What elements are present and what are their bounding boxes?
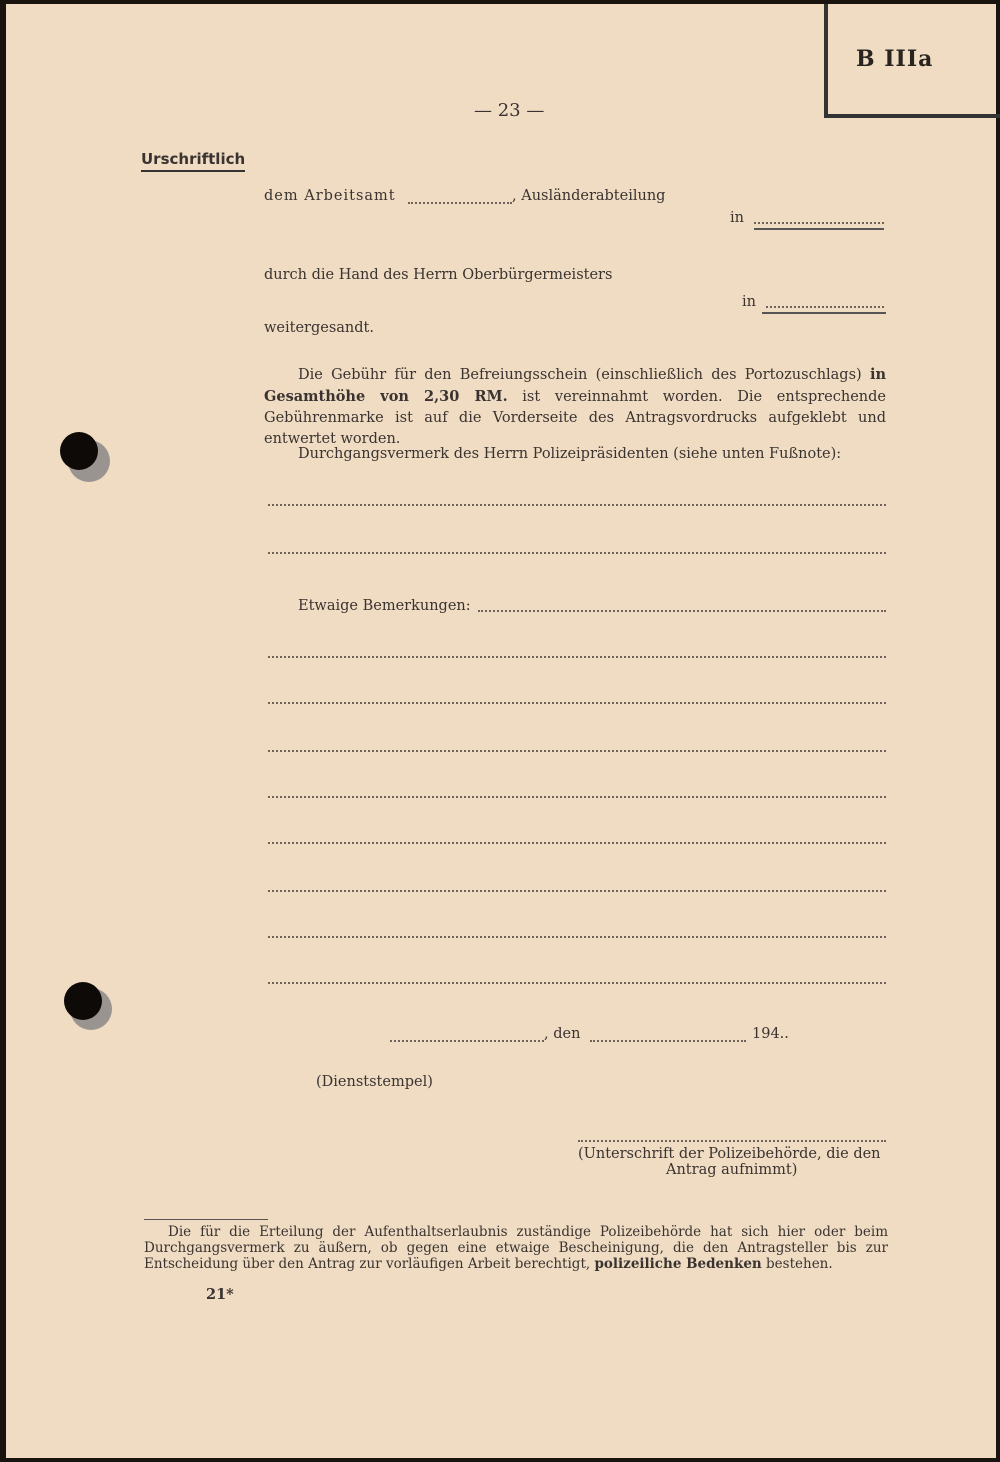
signature-label-2: Antrag aufnimmt) — [666, 1162, 798, 1178]
bemerkungen-line-0 — [478, 610, 886, 612]
footnote-text-2: bestehen. — [761, 1256, 833, 1272]
in-underline-1 — [754, 228, 884, 230]
punch-hole-top — [60, 432, 98, 470]
footnote-text-bold: polizeiliche Bedenken — [594, 1256, 762, 1272]
bemerkungen-line-6 — [268, 890, 886, 892]
corner-tag: B IIIa — [856, 46, 934, 72]
place-field — [390, 1040, 544, 1042]
sheet-mark: 21* — [206, 1286, 234, 1303]
footnote — [144, 1224, 888, 1272]
fee-text-bold: in Gesamthöhe von 2,30 RM. — [264, 366, 886, 405]
durchgang-line-1 — [268, 504, 886, 506]
fee-text-2: ist vereinnahmt worden. Die entsprechende Gebührenmarke ist auf die Vorderseite des Antragsvordrucks aufgeklebt und entwertet worden. — [264, 389, 886, 447]
durchgang-line-2 — [268, 552, 886, 554]
bemerkungen-line-2 — [268, 702, 886, 704]
bemerkungen-line-5 — [268, 842, 886, 844]
arbeitsamt-label: dem Arbeitsamt — [264, 188, 396, 204]
signature-label-1: (Unterschrift der Polizeibehörde, die den — [578, 1146, 881, 1162]
in-underline-2 — [762, 312, 886, 314]
signature-field — [578, 1140, 886, 1142]
punch-hole-bottom — [64, 982, 102, 1020]
bemerkungen-line-1 — [268, 656, 886, 658]
in-field-2 — [766, 306, 884, 308]
fee-paragraph — [264, 364, 886, 450]
durchgang-label: Durchgangsvermerk des Herrn Polizeipräsidenten (siehe unten Fußnote): — [298, 446, 842, 462]
in-label-2: in — [742, 294, 756, 310]
footnote-text-1: Die für die Erteilung der Aufenthaltserlaubnis zuständige Polizeibehörde hat sich hier oder beim Durchgangsvermerk zu äußern, ob gegen eine etwaige Bescheinigung, die den Antragsteller bis zur Entscheidung über den Antrag zur vorläufigen Arbeit berechtigt, — [144, 1224, 888, 1272]
auslaender-label: , Ausländerabteilung — [512, 188, 666, 204]
year-label: 194.. — [752, 1026, 789, 1042]
in-label-1: in — [730, 210, 744, 226]
bemerkungen-line-8 — [268, 982, 886, 984]
page-number: — 23 — — [474, 100, 545, 121]
bemerkungen-line-4 — [268, 796, 886, 798]
weitergesandt-label: weitergesandt. — [264, 320, 374, 336]
den-label: , den — [544, 1026, 581, 1042]
bemerkungen-line-3 — [268, 750, 886, 752]
arbeitsamt-field — [408, 202, 512, 204]
footnote-rule — [144, 1219, 268, 1220]
date-field — [590, 1040, 746, 1042]
fee-text-1: Die Gebühr für den Befreiungsschein (einschließlich des Portozuschlags) — [298, 367, 870, 383]
bemerkungen-line-7 — [268, 936, 886, 938]
durch-label: durch die Hand des Herrn Oberbürgermeisters — [264, 267, 613, 283]
heading: Urschriftlich — [141, 150, 245, 172]
bemerkungen-label: Etwaige Bemerkungen: — [298, 598, 471, 614]
in-field-1 — [754, 222, 884, 224]
dienststempel-label: (Dienststempel) — [316, 1074, 433, 1090]
